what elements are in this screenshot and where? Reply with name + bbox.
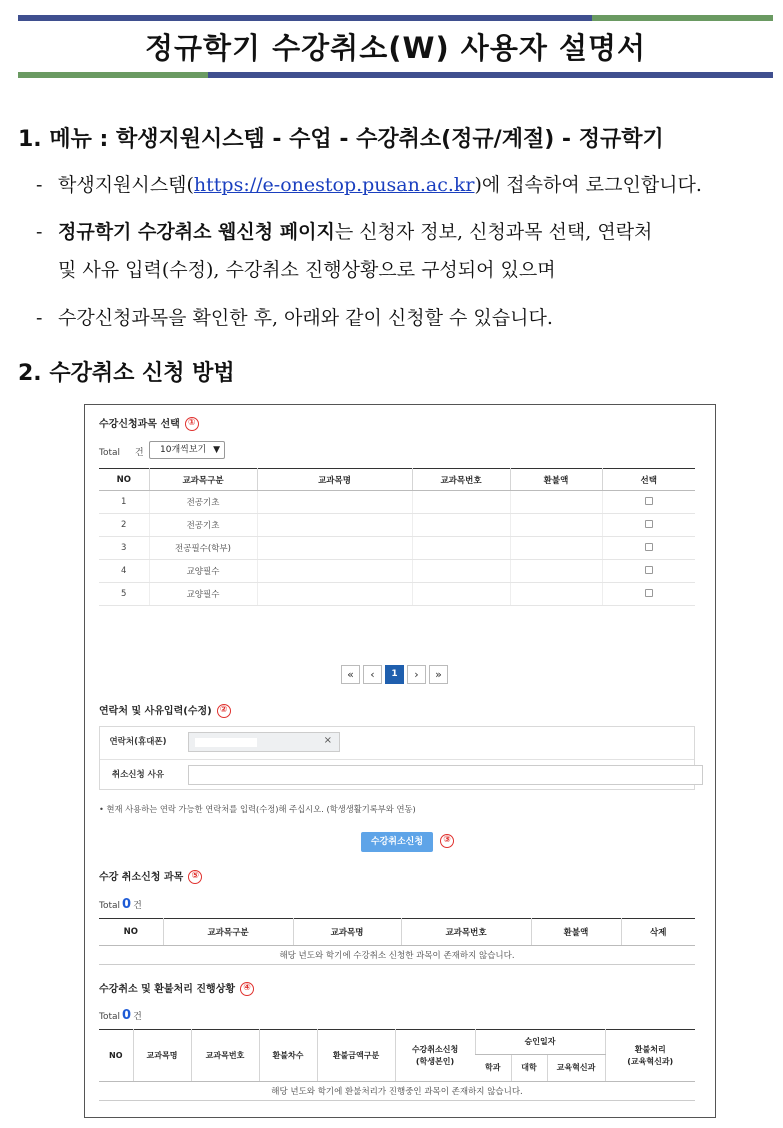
cancel-courses-total [99,897,142,912]
page-size-value: 10개씩보기 [160,445,207,455]
row-course-name [257,537,412,560]
row-no: 3 [99,537,149,560]
header-bar-bottom-green [18,72,208,78]
reason-row [100,759,694,790]
row-category: 전공기초 [149,491,257,514]
select-checkbox[interactable] [645,543,653,551]
empty-message: 해당 년도와 학기에 수강취소 신청한 과목이 존재하지 않습니다. [279,951,515,961]
page-size-select[interactable] [149,441,225,459]
progress-title [99,980,254,996]
onestop-link[interactable]: https://e-onestop.pusan.ac.kr [193,174,475,196]
line2-bold: 정규학기 수강취소 웹신청 페이지 [58,221,335,243]
course-select-title-text: 수강신청과목 선택 [99,419,180,430]
table-header-row [99,469,695,491]
row-refund [510,537,602,560]
header-bar-top-green [592,15,773,21]
row-course-code [412,537,510,560]
reason-input[interactable] [188,765,703,785]
count-unit: 건 [133,1012,142,1022]
table-row [99,537,695,560]
row-course-name [257,514,412,537]
col-approval-edu: 교육혁신과 [547,1055,605,1082]
contact-title-text: 연락처 및 사유입력(수정) [99,706,212,717]
first-page-button[interactable]: « [341,665,360,684]
section-2-heading: 2. 수강취소 신청 방법 [18,361,235,386]
col-course-name: 교과목명 [257,469,412,491]
marker-4: ④ [240,982,254,996]
col-course-name: 교과목명 [293,919,401,946]
row-refund [510,583,602,606]
contact-form [99,726,695,790]
row-course-code [412,583,510,606]
line4-text: 수강신청과목을 확인한 후, 아래와 같이 신청할 수 있습니다. [58,307,553,329]
reason-label: 취소신청 사유 [111,770,165,780]
phone-input[interactable] [188,732,340,752]
row-category: 전공필수(학부) [149,537,257,560]
bullet-dash: - [36,221,43,243]
contact-notice: • 현재 사용하는 연락 가능한 연락처를 입력(수정)해 주십시오. (학생생활기록부와 연동) [99,804,416,814]
col-approval-college: 대학 [511,1055,547,1082]
col-course-name: 교과목명 [133,1030,191,1082]
bullet-dash: - [36,174,43,196]
pagination [341,665,448,684]
col-refund-type: 환불금액구분 [317,1030,395,1082]
course-select-table [99,468,695,606]
col-refund: 환불액 [510,469,602,491]
row-refund [510,491,602,514]
row-course-name [257,560,412,583]
line2-rest: 는 신청자 정보, 신청과목 선택, 연락처 [334,221,653,243]
page-1-button[interactable]: 1 [385,665,404,684]
table-header-row [99,919,695,946]
marker-3: ③ [440,834,454,848]
col-refund-process-line2: (교육혁신과) [627,1056,674,1066]
apply-cancel-button[interactable]: 수강취소신청 [361,832,433,852]
progress-table [99,1029,695,1101]
row-select [602,560,695,583]
total-label: Total [99,901,121,911]
col-no: NO [99,469,149,491]
marker-5: ⑤ [188,870,202,884]
total-label: Total [99,448,121,458]
header-bar-top-navy [18,15,592,21]
table-row [99,560,695,583]
row-category: 교양필수 [149,560,257,583]
total-count: 0 [122,1008,132,1023]
col-refund-round: 환불차수 [259,1030,317,1082]
row-select [602,537,695,560]
col-refund-process-line1: 환불처리 [634,1044,666,1054]
marker-2: ② [217,704,231,718]
cancel-courses-title-text: 수강 취소신청 과목 [99,872,184,883]
phone-row [100,727,694,758]
next-page-button[interactable]: › [407,665,426,684]
instruction-line-4 [36,303,553,330]
row-refund [510,560,602,583]
row-course-name [257,583,412,606]
col-no: NO [99,919,163,946]
header-bar-bottom-navy [208,72,773,78]
cancel-courses-title [99,868,202,884]
table-header-row [99,1030,695,1055]
col-category: 교과목구분 [149,469,257,491]
select-checkbox[interactable] [645,520,653,528]
row-course-name [257,491,412,514]
total-label: Total [99,1012,121,1022]
course-select-total [99,445,144,458]
select-checkbox[interactable] [645,589,653,597]
table-row [99,491,695,514]
chevron-down-icon: ▼ [213,445,220,455]
col-delete: 삭제 [621,919,695,946]
bullet-dash: - [36,307,43,329]
col-no: NO [99,1030,133,1082]
col-category: 교과목구분 [163,919,293,946]
empty-message: 해당 년도와 학기에 환불처리가 진행중인 과목이 존재하지 않습니다. [271,1087,523,1097]
section-1-heading: 1. 메뉴 : 학생지원시스템 - 수업 - 수강취소(정규/계절) - 정규학기 [18,127,664,152]
row-no: 4 [99,560,149,583]
marker-1: ① [185,417,199,431]
row-select [602,491,695,514]
row-select [602,514,695,537]
row-select [602,583,695,606]
select-checkbox[interactable] [645,497,653,505]
col-refund-process [605,1030,695,1082]
col-cancel-apply-line2: (학생본인) [415,1056,455,1066]
col-cancel-apply-line1: 수강취소신청 [411,1044,459,1054]
course-cancel-screenshot [84,404,716,1118]
count-unit: 건 [134,448,144,458]
document-title: 정규학기 수강취소(W) 사용자 설명서 [145,31,646,65]
clear-icon[interactable]: × [323,735,332,746]
row-course-code [412,514,510,537]
col-select: 선택 [602,469,695,491]
col-approval-date: 승인일자 [475,1030,605,1055]
table-row [99,514,695,537]
instruction-line-2 [36,217,652,244]
table-row [99,583,695,606]
total-count: 0 [122,897,132,912]
phone-label: 연락처(휴대폰) [109,737,167,747]
line1-suffix: )에 접속하여 로그인합니다. [474,174,702,196]
line1-prefix: 학생지원시스템( [58,174,194,196]
phone-masked-value [195,738,257,747]
progress-total [99,1008,142,1023]
col-cancel-apply [395,1030,475,1082]
row-category: 전공기초 [149,514,257,537]
row-category: 교양필수 [149,583,257,606]
prev-page-button[interactable]: ‹ [363,665,382,684]
col-course-code: 교과목번호 [401,919,531,946]
row-refund [510,514,602,537]
progress-title-text: 수강취소 및 환불처리 진행상황 [99,984,236,995]
empty-row [99,946,695,965]
instruction-line-3: 및 사유 입력(수정), 수강취소 진행상황으로 구성되어 있으며 [58,259,556,281]
col-refund: 환불액 [531,919,621,946]
select-checkbox[interactable] [645,566,653,574]
row-no: 5 [99,583,149,606]
row-course-code [412,560,510,583]
cancel-courses-table [99,918,695,965]
col-course-code: 교과목번호 [191,1030,259,1082]
instruction-line-1 [36,170,702,197]
row-course-code [412,491,510,514]
course-select-title [99,415,199,431]
row-no: 2 [99,514,149,537]
col-approval-dept: 학과 [475,1055,511,1082]
row-no: 1 [99,491,149,514]
empty-row [99,1082,695,1101]
col-course-code: 교과목번호 [412,469,510,491]
count-unit: 건 [133,901,142,911]
last-page-button[interactable]: » [429,665,448,684]
contact-title [99,702,231,718]
